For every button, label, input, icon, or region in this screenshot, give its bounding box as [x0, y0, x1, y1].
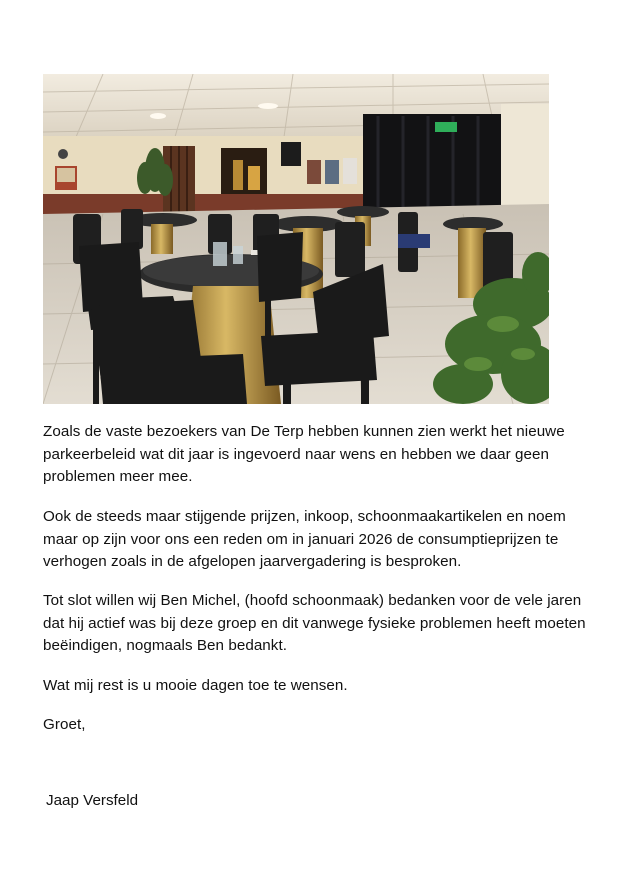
text-line: Wat mij rest is u mooie dagen toe te wensen.	[43, 677, 348, 694]
text-line: Ook de steeds maar stijgende prijzen, inkoop, schoonmaakartikelen en noem	[43, 508, 566, 525]
text-line: problemen meer mee.	[43, 468, 193, 485]
paragraph-prices	[43, 506, 603, 574]
paragraph-thanks	[43, 590, 603, 658]
text-line: Zoals de vaste bezoekers van De Terp hebben kunnen zien werkt het nieuwe	[43, 423, 565, 440]
text-line: verhogen zoals in de afgelopen jaarvergadering is besproken.	[43, 553, 462, 570]
text-line: Groet,	[43, 716, 86, 733]
signature-name: Jaap Versfeld	[46, 792, 139, 809]
text-line: Tot slot willen wij Ben Michel, (hoofd schoonmaak) bedanken voor de vele jaren	[43, 592, 582, 609]
paragraph-parking	[43, 421, 603, 489]
paragraph-wishes	[43, 675, 603, 698]
text-line: dat hij actief was bij deze groep en dit vanwege fysieke problemen heeft moeten	[43, 614, 586, 632]
text-line: parkeerbeleid wat dit jaar is ingevoerd naar wens en hebben we daar geen	[43, 445, 549, 463]
text-line: beëindigen, nogmaals Ben bedankt.	[43, 637, 287, 654]
restaurant-interior-photo	[43, 74, 549, 404]
text-line: maar op zijn voor ons een reden om in januari 2026 de consumptieprijzen te	[43, 530, 559, 548]
closing-greeting	[43, 714, 603, 737]
